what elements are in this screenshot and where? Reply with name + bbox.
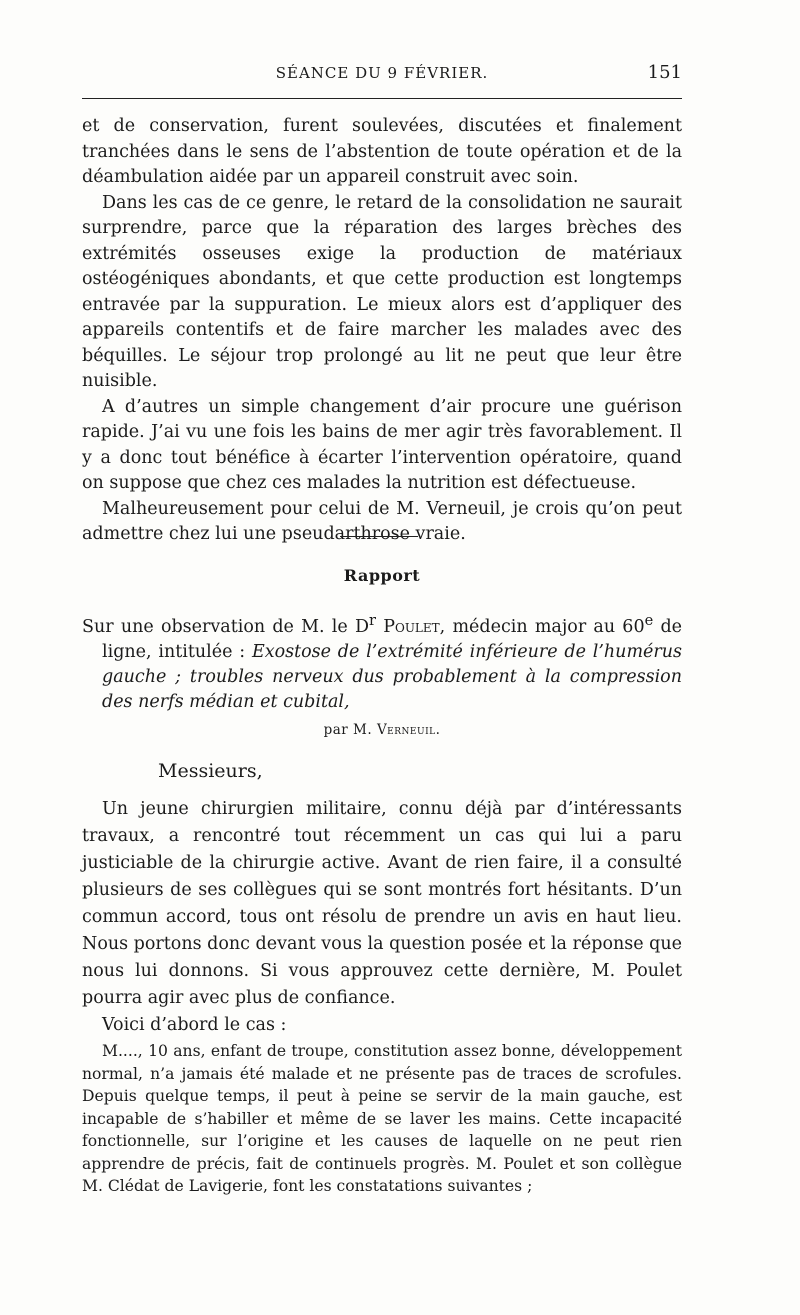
- obs-intro: Sur une observation de M. le D: [82, 616, 370, 637]
- paragraph-consolidation: Dans les cas de ce genre, le retard de la consolidation ne saurait surprendre, parce que la réparation des larges brèches des extrémités osseuses exige la production de matériaux ostéogéniques abondants, et que cette production est longtemps entravée par la suppuration. Le mieux alors est d’appliquer des appareils contentifs et de faire marcher les malades avec des béquilles. Le séjour trop prolongé au lit ne peut que leur être nuisible.: [82, 192, 682, 391]
- obs-author-name: Poulet: [383, 616, 440, 637]
- report-body: [82, 796, 682, 1039]
- section-divider: [340, 536, 418, 537]
- paragraph-case-description: M...., 10 ans, enfant de troupe, constitution assez bonne, développement normal, n’a jamais été malade et ne présente pas de traces de scrofules. Depuis quelque temps, il peut à peine se servir de la main gauche, est incapable de s’habiller et même de se laver les mains. Cette incapacité fonctionnelle, sur l’origine et les causes de laquelle on ne peut rien apprendre de précis, fait de continuels progrès. M. Poulet et son collègue M. Clédat de Lavigerie, font les constatations suivantes ;: [82, 1042, 682, 1195]
- paragraph-the-case: Voici d’abord le cas :: [102, 1015, 287, 1035]
- page-number: 151: [647, 62, 682, 83]
- header-rule: [82, 98, 682, 99]
- obs-sup-r: r: [369, 612, 376, 629]
- report-heading: Rapport: [343, 566, 421, 585]
- salutation: Messieurs,: [158, 760, 263, 782]
- obs-sup-e: e: [644, 612, 654, 629]
- obs-rest: de ligne, intitulée :: [102, 616, 683, 662]
- observation-title: [82, 608, 682, 715]
- paragraph-continuation: et de conservation, furent soulevées, discutées et finalement tranchées dans le sens de l’abstention de toute opération et de la déambulation aidée par un appareil construit avec soin.: [82, 116, 682, 187]
- by-prefix: par M.: [323, 722, 377, 738]
- obs-italic-title: Exostose de l’extrémité inférieure de l’humérus gauche ; troubles nerveux dus probablement à la compression des nerfs médian et cubital,: [102, 641, 683, 712]
- top-text-block: [82, 114, 682, 548]
- paragraph-pseudarthrose: Malheureusement pour celui de M. Verneuil, je crois qu’on peut admettre chez lui une pseudarthrose vraie.: [82, 498, 682, 544]
- paragraph-change-of-air: A d’autres un simple changement d’air procure une guérison rapide. J’ai vu une fois les bains de mer agir très favorablement. Il y a donc tout bénéfice à écarter l’intervention opératoire, quand on suppose que chez ces malades la nutrition est défectueuse.: [82, 396, 682, 493]
- running-head: [82, 60, 682, 90]
- byline: [82, 722, 682, 738]
- running-title: SÉANCE DU 9 FÉVRIER.: [275, 64, 489, 82]
- by-name: Verneuil.: [376, 722, 441, 738]
- case-description-block: [82, 1040, 682, 1198]
- paragraph-young-surgeon: Un jeune chirurgien militaire, connu déjà par d’intéressants travaux, a rencontré tout récemment un cas qui lui a paru justiciable de la chirurgie active. Avant de rien faire, il a consulté plusieurs de ses collègues qui se sont montrés fort hésitants. D’un commun accord, tous ont résolu de prendre un avis en haut lieu. Nous portons donc devant vous la question posée et la réponse que nous lui donnons. Si vous approuvez cette dernière, M. Poulet pourra agir avec plus de confiance.: [82, 799, 682, 1008]
- obs-mid: , médecin major au 60: [439, 616, 645, 637]
